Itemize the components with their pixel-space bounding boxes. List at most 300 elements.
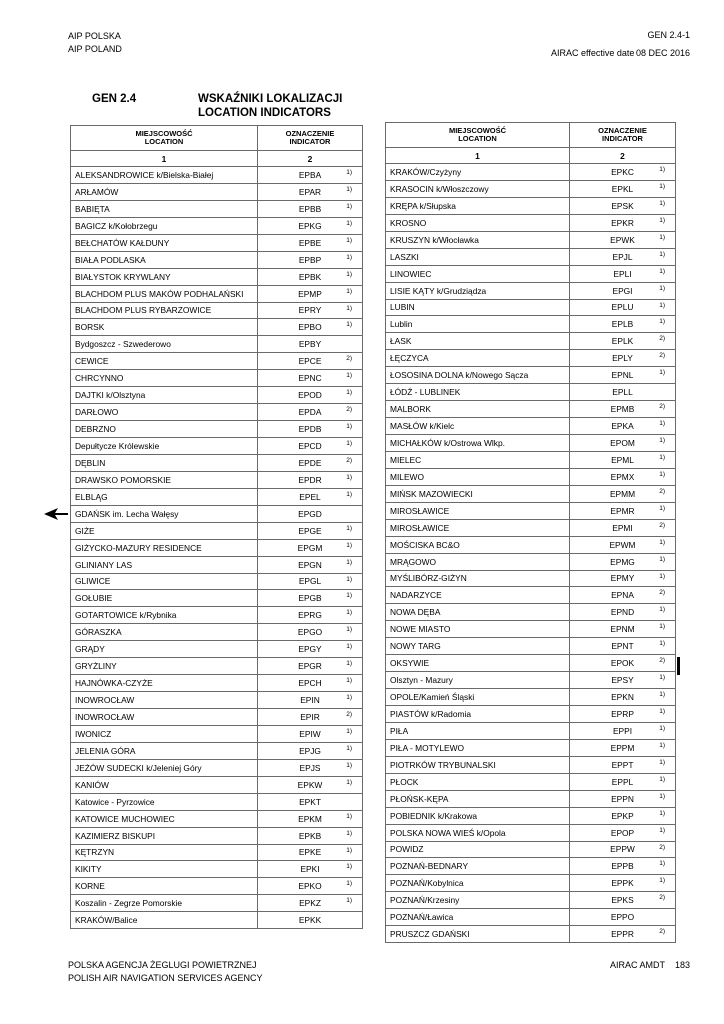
location-indicator: EPJS xyxy=(299,762,321,773)
location-indicator-cell xyxy=(570,841,676,858)
table-row xyxy=(386,909,676,926)
location-indicator: EPMX xyxy=(610,471,635,482)
location-name: GRYŻLINY xyxy=(71,658,258,675)
col-indicator-en: INDICATOR xyxy=(602,134,643,143)
location-indicator: EPLI xyxy=(613,268,632,279)
location-indicator-cell xyxy=(258,336,363,353)
footnote-ref: 1) xyxy=(659,182,665,190)
location-indicator-cell xyxy=(258,776,363,793)
location-name: INOWROCŁAW xyxy=(71,692,258,709)
location-indicator: EPML xyxy=(611,454,634,465)
footnote-ref: 1) xyxy=(659,708,665,715)
footnote-ref: 2) xyxy=(659,928,665,936)
location-indicator: EPKL xyxy=(611,183,634,194)
footnote-ref: 1) xyxy=(346,372,352,380)
col-location-pl: MIEJSCOWOŚĆ xyxy=(135,128,193,138)
location-indicator: EPLY xyxy=(612,353,633,364)
location-name: CEWICE xyxy=(71,353,258,370)
table-row xyxy=(386,638,676,655)
location-indicator-cell xyxy=(570,587,676,604)
location-name: KAZIMIERZ BISKUPI xyxy=(71,827,258,844)
table-row xyxy=(71,912,363,929)
location-indicator: EPGL xyxy=(298,576,322,587)
location-indicator-cell xyxy=(570,502,676,519)
table-row xyxy=(71,217,363,234)
footnote-ref: 1) xyxy=(659,792,665,800)
table-row xyxy=(386,756,676,773)
footnote-ref: 2) xyxy=(346,355,352,363)
location-indicator-cell xyxy=(570,401,676,418)
location-indicator-cell xyxy=(570,706,676,723)
table-row xyxy=(386,164,676,181)
table-row xyxy=(71,505,363,522)
col-location-pl: MIEJSCOWOŚĆ xyxy=(448,125,507,135)
location-indicator-cell xyxy=(258,844,363,861)
location-name: OKSYWIE xyxy=(386,655,570,672)
table-row xyxy=(71,200,363,217)
right-location-table xyxy=(385,122,676,943)
location-indicator-cell xyxy=(570,367,676,384)
col-indicator-pl: OZNACZENIE xyxy=(285,128,335,138)
location-name: Depułtycze Królewskie xyxy=(71,438,258,455)
location-indicator-cell xyxy=(570,638,676,655)
location-indicator-cell xyxy=(570,180,676,197)
footnote-ref: 1) xyxy=(659,775,665,783)
location-indicator-cell xyxy=(258,404,363,421)
location-name: LASZKI xyxy=(386,248,570,265)
section-title-pl: WSKAŹNIKI LOKALIZACJI xyxy=(198,93,343,105)
left-location-table xyxy=(70,125,363,929)
footnote-ref: 1) xyxy=(659,724,665,732)
location-indicator-cell xyxy=(258,556,363,573)
table-row xyxy=(386,672,676,689)
table-row xyxy=(71,336,363,353)
location-indicator: EPKK xyxy=(298,915,322,926)
table-row xyxy=(386,773,676,790)
location-indicator: EPDE xyxy=(298,457,322,468)
location-indicator-cell xyxy=(570,858,676,875)
location-indicator: EPMM xyxy=(609,488,636,499)
table-row xyxy=(386,485,676,502)
location-indicator-cell xyxy=(570,570,676,587)
footnote-ref: 1) xyxy=(346,541,352,549)
location-name: DĘBLIN xyxy=(71,454,258,471)
location-indicator-cell xyxy=(570,807,676,824)
location-name: BABIĘTA xyxy=(71,200,258,217)
location-indicator-cell xyxy=(570,418,676,435)
location-indicator-cell xyxy=(258,590,363,607)
location-indicator: EPSK xyxy=(611,200,634,211)
location-indicator: EPPI xyxy=(612,725,633,736)
location-name: POZNAŃ/Krzesiny xyxy=(386,892,570,909)
location-name: DEBRZNO xyxy=(71,421,258,438)
footnote-ref: 2) xyxy=(659,521,665,529)
location-indicator-cell xyxy=(258,217,363,234)
location-name: GOTARTOWICE k/Rybnika xyxy=(71,607,258,624)
location-name: BEŁCHATÓW KAŁDUNY xyxy=(71,234,258,251)
location-indicator: EPGN xyxy=(298,559,322,570)
location-name: JEŻÓW SUDECKI k/Jeleniej Góry xyxy=(71,759,258,776)
location-indicator-cell xyxy=(258,421,363,438)
location-indicator-cell xyxy=(570,299,676,316)
location-indicator: EPMI xyxy=(612,522,633,533)
table-row xyxy=(386,316,676,333)
header-aip-polska: AIP POLSKA xyxy=(68,31,121,41)
footnote-ref: 1) xyxy=(659,877,665,885)
location-name: BIAŁA PODLASKA xyxy=(71,251,258,268)
location-name: KIKITY xyxy=(71,861,258,878)
table-row xyxy=(71,709,363,726)
table-row xyxy=(71,539,363,556)
footnote-ref: 1) xyxy=(346,253,352,261)
location-indicator: EPKM xyxy=(298,813,322,824)
table-row xyxy=(386,435,676,452)
table-row xyxy=(71,607,363,624)
table-row xyxy=(71,438,363,455)
col-number-1: 1 xyxy=(386,148,570,164)
location-indicator-cell xyxy=(258,302,363,319)
location-indicator: EPKR xyxy=(611,217,634,228)
location-name: ALEKSANDROWICE k/Bielska-Białej xyxy=(71,167,258,184)
location-indicator-cell xyxy=(570,553,676,570)
location-name: POZNAŃ/Ławica xyxy=(386,909,570,926)
col-number-2: 2 xyxy=(258,151,363,167)
table-row xyxy=(71,725,363,742)
location-indicator-cell xyxy=(570,316,676,333)
location-name: Koszalin - Zegrze Pomorskie xyxy=(71,895,258,912)
location-name: JELENIA GÓRA xyxy=(71,742,258,759)
footnote-ref: 1) xyxy=(659,301,665,309)
location-indicator-cell xyxy=(258,793,363,810)
footnote-ref: 1) xyxy=(659,826,665,834)
location-indicator: EPGM xyxy=(297,542,323,553)
location-indicator: EPBK xyxy=(298,271,322,282)
table-row xyxy=(386,214,676,231)
location-name: Katowice - Pyrzowice xyxy=(71,793,258,810)
footnote-ref: 1) xyxy=(659,233,665,241)
location-name: GOŁUBIE xyxy=(71,590,258,607)
location-name: DAJTKI k/Olsztyna xyxy=(71,387,258,404)
footnote-ref: 1) xyxy=(346,321,352,329)
table-row xyxy=(71,471,363,488)
location-indicator-cell xyxy=(258,234,363,251)
footnote-ref: 1) xyxy=(659,267,665,275)
location-indicator-cell xyxy=(258,539,363,556)
location-indicator: EPPK xyxy=(611,878,634,889)
location-indicator: EPSY xyxy=(611,675,634,686)
location-indicator-cell xyxy=(258,370,363,387)
location-indicator: EPNC xyxy=(298,373,322,384)
location-name: IWONICZ xyxy=(71,725,258,742)
location-name: POZNAŃ-BEDNARY xyxy=(386,858,570,875)
location-indicator-cell xyxy=(258,692,363,709)
location-name: ARŁAMÓW xyxy=(71,183,258,200)
location-indicator-cell xyxy=(570,655,676,672)
table-row xyxy=(386,655,676,672)
table-row xyxy=(386,587,676,604)
right-table-body xyxy=(386,164,676,943)
location-indicator-cell xyxy=(258,488,363,505)
location-indicator-cell xyxy=(570,451,676,468)
location-indicator: EPKZ xyxy=(299,898,321,909)
table-row xyxy=(386,722,676,739)
location-indicator-cell xyxy=(258,827,363,844)
location-indicator-cell xyxy=(258,438,363,455)
footnote-ref: 1) xyxy=(346,677,352,685)
location-name: POZNAŃ/Kobylnica xyxy=(386,875,570,892)
footnote-ref: 1) xyxy=(346,863,352,871)
location-indicator-cell xyxy=(570,722,676,739)
location-indicator: EPGB xyxy=(298,593,322,604)
location-indicator: EPMP xyxy=(298,288,322,299)
footnote-ref: 1) xyxy=(659,437,665,444)
footnote-ref: 1) xyxy=(346,761,352,769)
location-name: KANIÓW xyxy=(71,776,258,793)
location-name: KRĘPA k/Słupska xyxy=(386,197,570,214)
table-row xyxy=(71,759,363,776)
location-name: BLACHDOM PLUS MAKÓW PODHALAŃSKI xyxy=(71,285,258,302)
table-row xyxy=(71,658,363,675)
footnote-ref: 1) xyxy=(346,473,352,481)
table-row xyxy=(386,790,676,807)
table-row xyxy=(71,556,363,573)
location-indicator: EPGD xyxy=(298,508,322,519)
header-airac-label: AIRAC effective date xyxy=(551,48,635,58)
location-indicator-cell xyxy=(570,519,676,536)
location-indicator: EPKG xyxy=(298,220,322,231)
location-indicator-cell xyxy=(258,319,363,336)
location-name: GIŻYCKO-MAZURY RESIDENCE xyxy=(71,539,258,556)
location-name: PIASTÓW k/Radomia xyxy=(386,706,570,723)
footnote-ref: 1) xyxy=(346,524,352,532)
footnote-ref: 1) xyxy=(346,643,352,651)
table-row xyxy=(386,350,676,367)
footer-agency-pl: POLSKA AGENCJA ŻEGLUGI POWIETRZNEJ xyxy=(68,960,257,970)
table-row xyxy=(386,401,676,418)
location-name: BLACHDOM PLUS RYBARZOWICE xyxy=(71,302,258,319)
col-indicator-en: INDICATOR xyxy=(289,137,331,146)
location-indicator: EPPB xyxy=(611,861,634,872)
location-indicator-cell xyxy=(570,214,676,231)
location-indicator: EPND xyxy=(610,607,635,618)
location-name: POWIDZ xyxy=(386,841,570,858)
table-row xyxy=(386,468,676,485)
location-name: PIŁA xyxy=(386,722,570,739)
location-name: NOWE MIASTO xyxy=(386,621,570,638)
location-indicator: EPMY xyxy=(610,573,635,584)
col-location-en: LOCATION xyxy=(458,134,497,143)
location-name: GRĄDY xyxy=(71,641,258,658)
location-indicator: EPGI xyxy=(612,285,633,296)
footnote-ref: 1) xyxy=(346,846,352,854)
table-row xyxy=(71,742,363,759)
footer-amdt-label: AIRAC AMDT xyxy=(610,960,666,970)
table-row xyxy=(71,387,363,404)
table-row xyxy=(71,692,363,709)
location-name: BIAŁYSTOK KRYWLANY xyxy=(71,268,258,285)
footnote-ref: 1) xyxy=(659,470,665,478)
location-name: Lublin xyxy=(386,316,570,333)
table-row xyxy=(386,807,676,824)
footnote-ref: 1) xyxy=(346,270,352,278)
footnote-ref: 1) xyxy=(659,453,665,461)
table-row xyxy=(386,333,676,350)
location-name: CHRCYNNO xyxy=(71,370,258,387)
table-row xyxy=(386,824,676,841)
table-row xyxy=(71,353,363,370)
location-indicator-cell xyxy=(258,167,363,184)
location-name: HAJNÓWKA-CZYŻE xyxy=(71,675,258,692)
table-row xyxy=(71,793,363,810)
location-indicator: EPLU xyxy=(611,302,634,313)
footnote-ref: 1) xyxy=(346,829,352,837)
table-row xyxy=(386,875,676,892)
footnote-ref: 2) xyxy=(659,403,665,411)
table-row xyxy=(71,268,363,285)
location-indicator: EPKE xyxy=(298,847,322,858)
location-indicator-cell xyxy=(258,183,363,200)
footnote-ref: 1) xyxy=(346,727,352,735)
section-title-en: LOCATION INDICATORS xyxy=(198,107,331,119)
footer-amdt-number: 183 xyxy=(674,960,690,970)
location-indicator: EPMG xyxy=(610,556,635,567)
location-indicator: EPIN xyxy=(300,695,320,706)
location-indicator: EPPR xyxy=(611,929,634,940)
footnote-ref: 1) xyxy=(346,185,352,193)
location-indicator-cell xyxy=(258,285,363,302)
location-indicator-cell xyxy=(570,265,676,282)
location-name: MIŃSK MAZOWIECKI xyxy=(386,485,570,502)
location-name: KATOWICE MUCHOWIEC xyxy=(71,810,258,827)
location-indicator: EPKA xyxy=(611,421,634,432)
location-name: MRĄGOWO xyxy=(386,553,570,570)
location-name: PRUSZCZ GDAŃSKI xyxy=(386,926,570,943)
footnote-ref: 2) xyxy=(346,711,352,718)
location-name: KRAKÓW/Czyżyny xyxy=(386,164,570,181)
table-row xyxy=(386,231,676,248)
table-row xyxy=(386,265,676,282)
location-indicator-cell xyxy=(570,468,676,485)
location-indicator-cell xyxy=(258,573,363,590)
location-indicator: EPAR xyxy=(298,186,322,197)
table-row xyxy=(386,536,676,553)
footnote-ref: 2) xyxy=(346,456,352,464)
location-name: KRAKÓW/Balice xyxy=(71,912,258,929)
footnote-ref: 1) xyxy=(346,236,352,244)
footnote-ref: 1) xyxy=(346,389,352,397)
table-row xyxy=(71,776,363,793)
location-indicator-cell xyxy=(258,759,363,776)
location-indicator: EPCD xyxy=(298,440,322,451)
location-name: GIŻE xyxy=(71,522,258,539)
table-row xyxy=(386,841,676,858)
footnote-ref: 2) xyxy=(346,406,352,414)
location-name: MYŚLIBÓRZ-GIŻYN xyxy=(386,570,570,587)
location-indicator: EPKW xyxy=(297,779,323,790)
location-indicator: EPMR xyxy=(610,505,635,516)
location-name: MILEWO xyxy=(386,468,570,485)
location-name: ELBLĄG xyxy=(71,488,258,505)
footnote-ref: 1) xyxy=(346,660,352,668)
table-row xyxy=(71,861,363,878)
location-name: LINOWIEC xyxy=(386,265,570,282)
location-name: INOWROCŁAW xyxy=(71,709,258,726)
location-indicator-cell xyxy=(258,268,363,285)
location-indicator: EPKS xyxy=(611,895,634,906)
footnote-ref: 2) xyxy=(659,843,665,851)
table-row xyxy=(71,251,363,268)
table-row xyxy=(71,844,363,861)
location-indicator-cell xyxy=(258,709,363,726)
location-indicator: EPCH xyxy=(298,678,322,689)
footnote-ref: 1) xyxy=(659,860,665,868)
location-name: DARŁOWO xyxy=(71,404,258,421)
change-bar xyxy=(677,657,680,675)
location-indicator: EPPL xyxy=(611,776,634,787)
location-indicator-cell xyxy=(570,282,676,299)
table-row xyxy=(386,570,676,587)
location-name: NOWY TARG xyxy=(386,638,570,655)
location-name: MOŚCISKA BC&O xyxy=(386,536,570,553)
location-indicator: EPJG xyxy=(299,745,321,756)
footnote-ref: 1) xyxy=(659,216,665,224)
location-name: MIROSŁAWICE xyxy=(386,502,570,519)
table-row xyxy=(386,706,676,723)
location-name: ŁĘCZYCA xyxy=(386,350,570,367)
footnote-ref: 1) xyxy=(659,809,665,817)
location-indicator-cell xyxy=(570,824,676,841)
location-indicator-cell xyxy=(570,231,676,248)
location-indicator: EPIW xyxy=(299,728,321,739)
footnote-ref: 1) xyxy=(346,778,352,786)
table-row xyxy=(71,641,363,658)
location-indicator: EPPM xyxy=(610,742,635,753)
table-row xyxy=(386,502,676,519)
location-indicator-cell xyxy=(258,810,363,827)
location-indicator: EPGY xyxy=(298,644,322,655)
footnote-ref: 2) xyxy=(659,589,665,597)
footnote-ref: 1) xyxy=(346,812,352,820)
table-row xyxy=(71,675,363,692)
footnote-ref: 2) xyxy=(659,487,665,495)
location-name: MIELEC xyxy=(386,451,570,468)
footnote-ref: 1) xyxy=(346,880,352,888)
location-indicator: EPCE xyxy=(298,356,322,367)
footnote-ref: 1) xyxy=(346,609,352,617)
col-location-header xyxy=(71,126,258,151)
footnote-ref: 2) xyxy=(659,335,665,343)
table-row xyxy=(386,892,676,909)
location-indicator-cell xyxy=(258,641,363,658)
location-indicator-cell xyxy=(570,536,676,553)
table-row xyxy=(386,367,676,384)
table-row xyxy=(386,858,676,875)
location-indicator: EPOK xyxy=(610,658,635,669)
table-row xyxy=(71,522,363,539)
location-name: ŁASK xyxy=(386,333,570,350)
header-aip-poland: AIP POLAND xyxy=(68,44,122,54)
location-indicator-cell xyxy=(258,742,363,759)
location-indicator: EPRG xyxy=(298,610,322,621)
location-indicator-cell xyxy=(258,387,363,404)
location-name: KORNE xyxy=(71,878,258,895)
footnote-ref: 1) xyxy=(346,592,352,600)
footnote-ref: 1) xyxy=(659,318,665,326)
location-indicator: EPWM xyxy=(609,539,636,550)
location-name: GDAŃSK im. Lecha Wałęsy xyxy=(71,505,258,522)
col-indicator-header xyxy=(258,126,363,151)
table-row xyxy=(71,421,363,438)
